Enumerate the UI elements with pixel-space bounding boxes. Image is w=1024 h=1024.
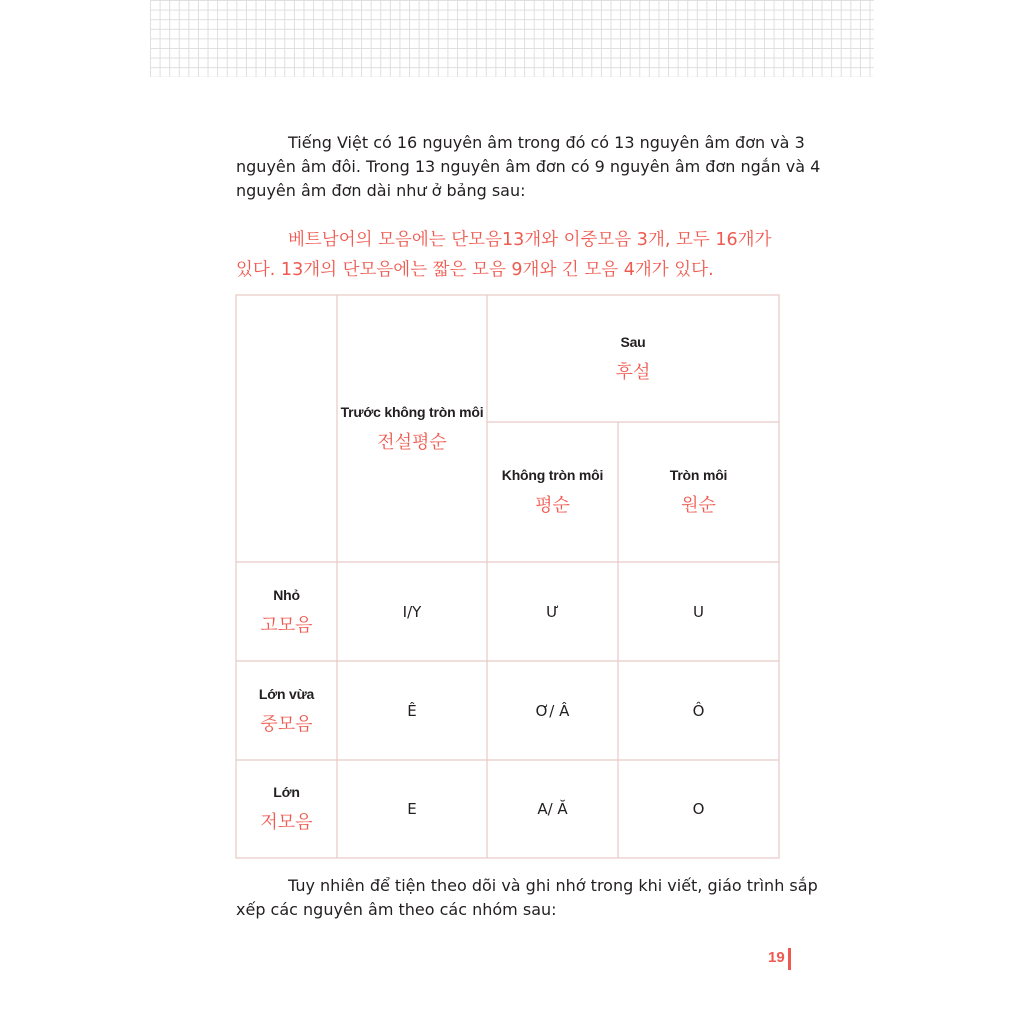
table-cell <box>618 661 779 760</box>
vowel-value: O <box>692 800 705 818</box>
intro-paragraph-ko <box>236 225 784 285</box>
outro-paragraph-vn <box>236 874 818 922</box>
table-cell <box>487 661 618 760</box>
intro-paragraph-vn <box>236 131 821 203</box>
header-label-ko: 평순 <box>535 495 570 516</box>
intro-line-ko: 베트남어의 모음에는 단모음13개와 이중모음 3개, 모두 16개가 <box>288 230 772 250</box>
header-label-vn: Tròn môi <box>669 467 728 483</box>
page-number-bar <box>788 948 791 970</box>
vowel-value: A/ Ă <box>537 800 568 818</box>
table-cell <box>487 760 618 858</box>
table-cell <box>618 562 779 661</box>
header-label-ko: 후설 <box>615 361 651 383</box>
header-label-vn: Không tròn môi <box>501 467 604 483</box>
vowel-value: Ê <box>407 701 417 720</box>
header-back-rounded <box>618 422 779 562</box>
row-label-ko: 고모음 <box>260 614 313 636</box>
table-cell <box>337 760 487 858</box>
header-label-ko: 원순 <box>681 495 716 516</box>
vowel-value: Ơ/ Â <box>535 701 570 720</box>
intro-line: Tiếng Việt có 16 nguyên âm trong đó có 13 nguyên âm đơn và 3 <box>288 133 805 152</box>
header-label-vn: Trước không tròn môi <box>340 403 484 420</box>
table-cell <box>487 562 618 661</box>
vowel-value: Ô <box>692 701 705 720</box>
intro-line: nguyên âm đôi. Trong 13 nguyên âm đơn có 9 nguyên âm đơn ngắn và 4 <box>236 157 821 176</box>
intro-line: nguyên âm đơn dài như ở bảng sau: <box>236 181 526 200</box>
row-header-low <box>236 760 337 858</box>
vowel-value: U <box>693 602 704 621</box>
table-cell <box>337 562 487 661</box>
header-back-unrounded <box>487 422 618 562</box>
page-number: 19 <box>768 949 785 966</box>
outro-line: xếp các nguyên âm theo các nhóm sau: <box>236 900 557 919</box>
header-grid-decoration <box>150 0 874 77</box>
table-cell <box>618 760 779 858</box>
header-front-unrounded <box>337 295 487 562</box>
header-label-ko: 전설평순 <box>377 431 447 453</box>
row-header-high <box>236 562 337 661</box>
vowel-value: E <box>407 800 417 818</box>
row-label-ko: 저모음 <box>260 812 313 833</box>
vowel-value: Ư <box>546 602 559 621</box>
outro-line: Tuy nhiên để tiện theo dõi và ghi nhớ trong khi viết, giáo trình sắp <box>288 876 818 895</box>
intro-line-ko: 있다. 13개의 단모음에는 짧은 모음 9개와 긴 모음 4개가 있다. <box>236 260 714 280</box>
header-back <box>487 295 779 422</box>
row-label-vn: Lớn <box>273 784 300 800</box>
table-cell <box>337 661 487 760</box>
row-header-mid <box>236 661 337 760</box>
vowel-value: I/Y <box>402 602 422 621</box>
row-label-vn: Lớn vừa <box>258 685 315 702</box>
row-label-ko: 중모음 <box>260 713 313 735</box>
header-label-vn: Sau <box>620 333 646 350</box>
row-label-vn: Nhỏ <box>273 586 300 603</box>
